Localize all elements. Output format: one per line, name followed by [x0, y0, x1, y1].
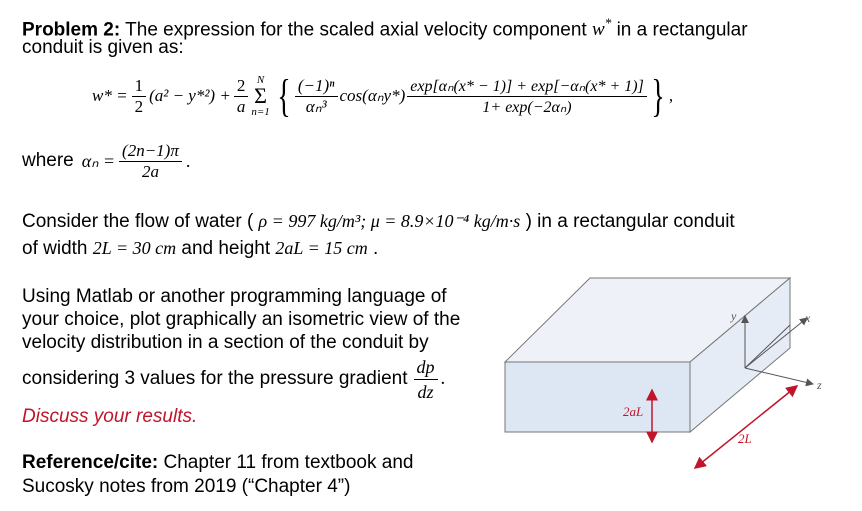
- alpha-den: 2a: [141, 161, 159, 181]
- conduit-front-face: [505, 362, 690, 432]
- alpha-lhs: αₙ =: [81, 150, 116, 171]
- consider-height-label: and height: [181, 238, 271, 259]
- velocity-equation: [92, 62, 673, 130]
- w-star-symbol: w*: [591, 16, 612, 41]
- alpha-end: .: [185, 150, 191, 171]
- eq-exp-den: 1+ exp(−2αₙ): [482, 98, 572, 116]
- eq-summation: [251, 74, 269, 118]
- width-expression: 2L = 30 cm: [92, 238, 177, 258]
- reference-label: Reference/cite:: [22, 452, 159, 473]
- reference-text1: Chapter 11 from textbook and: [163, 452, 414, 473]
- eq-coef-num: 2: [234, 76, 249, 97]
- consider-end: .: [373, 238, 379, 259]
- height-dimension-label: 2aL: [623, 404, 644, 419]
- dz-denominator: dz: [417, 381, 434, 402]
- pressure-gradient-fraction: [414, 355, 438, 404]
- fluid-properties: ρ = 997 kg/m³; μ = 8.9×10⁻⁴ kg/m·s: [258, 211, 521, 231]
- consider-text-a: Consider the flow of water (: [22, 211, 254, 232]
- eq-exp-num: exp[αₙ(x* − 1)] + exp[−αₙ(x* + 1)]: [407, 76, 647, 97]
- eq-half-fraction: [132, 76, 147, 117]
- eq-right-brace: }: [651, 70, 665, 121]
- eq-series-num: (−1)ⁿ: [295, 76, 338, 97]
- task-line4-end: .: [440, 368, 446, 389]
- task-line2: your choice, plot graphically an isometric view of the: [22, 309, 461, 330]
- eq-half-num: 1: [132, 76, 147, 97]
- reference-line2: Sucosky notes from 2019 (“Chapter 4”): [22, 476, 351, 497]
- reference-line1: [22, 451, 413, 475]
- alpha-fraction: [119, 141, 182, 182]
- where-label: where: [22, 150, 74, 171]
- task-line4-text: considering 3 values for the pressure gradient: [22, 368, 408, 389]
- task-line3: velocity distribution in a section of the conduit by: [22, 332, 429, 353]
- eq-coef-den: a: [236, 96, 246, 116]
- eq-half-den: 2: [134, 96, 144, 116]
- alpha-num: (2n−1)π: [119, 141, 182, 162]
- intro-text: The expression for the scaled axial velocity component: [125, 19, 587, 41]
- z-axis-label: z: [817, 378, 822, 392]
- eq-series-fraction: [295, 76, 338, 117]
- eq-sum-symbol: Σ: [254, 83, 267, 108]
- dp-numerator: dp: [414, 355, 438, 380]
- eq-exp-fraction: [407, 76, 647, 117]
- consider-text-b: ) in a rectangular conduit: [525, 211, 735, 232]
- eq-left-brace: {: [277, 70, 291, 121]
- consider-line1: [22, 209, 735, 234]
- consider-line2: [22, 236, 378, 261]
- problem-label: Problem 2:: [22, 19, 121, 41]
- intro-line2: conduit is given as:: [22, 37, 184, 58]
- intro-text-after: in a rectangular: [616, 19, 748, 41]
- eq-cos-term: cos(αₙy*): [339, 86, 406, 105]
- conduit-figure: [495, 270, 840, 480]
- eq-sum-lower: n=1: [251, 106, 270, 118]
- height-expression: 2aL = 15 cm: [275, 238, 368, 258]
- width-dimension-label: 2L: [738, 431, 752, 446]
- task-line1: Using Matlab or another programming language of: [22, 286, 447, 307]
- eq-series-den: αₙ³: [305, 96, 327, 116]
- x-axis-label: x: [805, 311, 811, 325]
- eq-quad-term: (a² − y*²) +: [149, 86, 231, 105]
- consider-width-label: of width: [22, 238, 88, 259]
- eq-coef-fraction: [234, 76, 249, 117]
- eq-lhs: w* =: [92, 86, 128, 105]
- eq-sum-upper: N: [256, 74, 265, 86]
- y-axis-label: y: [731, 309, 737, 323]
- eq-trailing-comma: ,: [668, 86, 674, 105]
- alpha-definition: [22, 136, 190, 186]
- task-line4: [22, 356, 445, 402]
- discuss-results: Discuss your results.: [22, 406, 198, 427]
